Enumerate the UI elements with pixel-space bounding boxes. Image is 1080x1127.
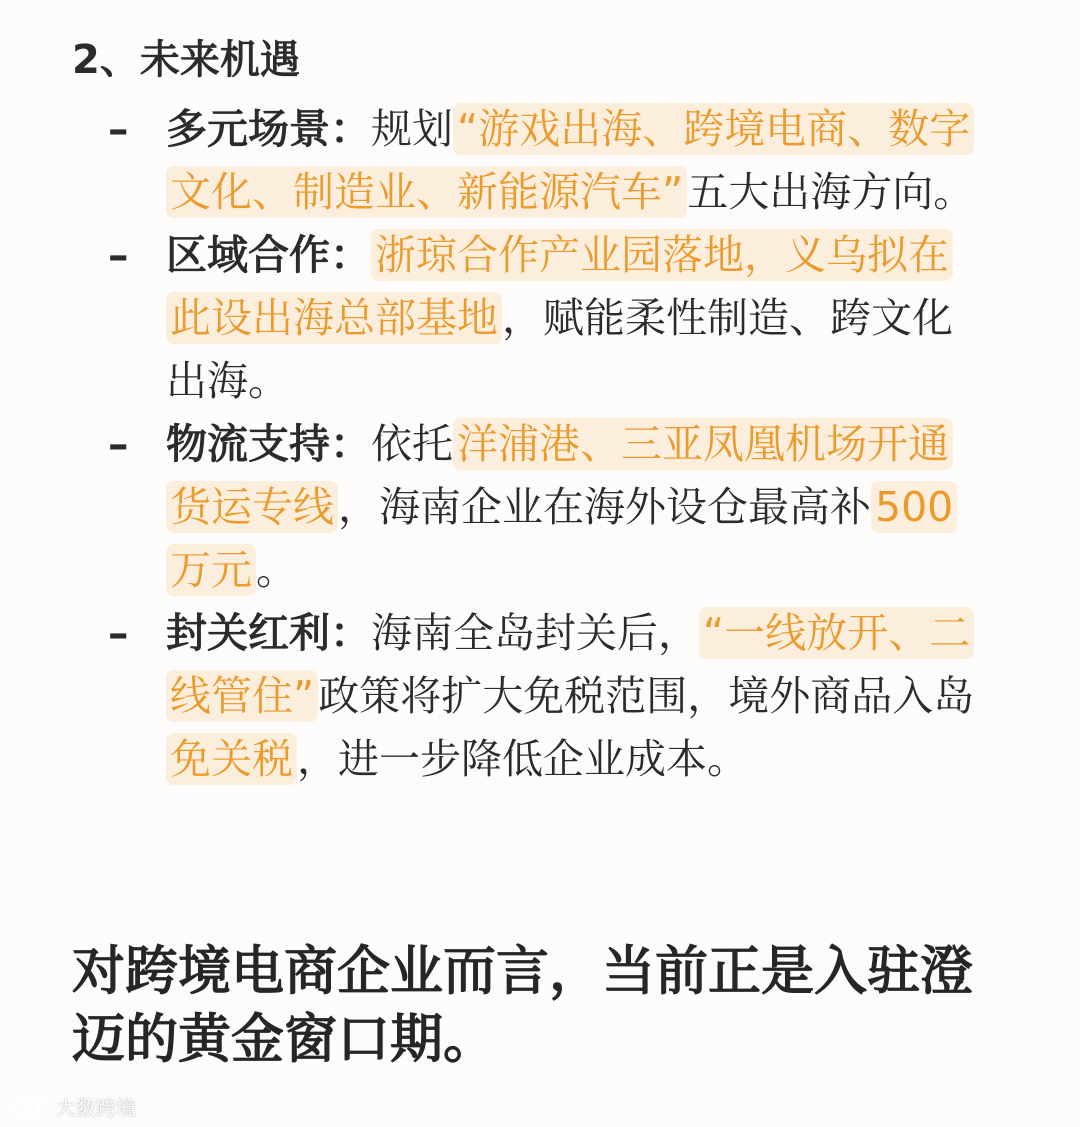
highlight-text: 免关税: [166, 733, 297, 785]
item-mid-text: ，海南企业在海外设仓最高补: [338, 483, 871, 531]
highlight-text: 洋浦港、三亚凤凰机场开通货运专线: [166, 418, 953, 533]
highlight-text: 浙琼合作产业园落地，义乌拟在此设出海总部基地: [166, 229, 953, 344]
bullet-dash: –: [108, 420, 129, 468]
highlight-text: “一线放开、二线管住”: [166, 607, 974, 722]
bullet-dash: –: [108, 105, 129, 153]
item-label: 封关红利：: [166, 609, 371, 657]
item-post-text: 。: [256, 546, 297, 594]
item-pre-text: 海南全岛封关后，: [371, 609, 699, 657]
item-text: [166, 224, 986, 413]
watermark: [10, 1088, 136, 1124]
watermark-text: 大数跨境: [56, 1095, 136, 1120]
item-post-text: ，进一步降低企业成本。: [297, 735, 748, 783]
conclusion-text: 对跨境电商企业而言，当前正是入驻澄迈的黄金窗口期。: [72, 941, 973, 1070]
item-text: [166, 602, 986, 791]
list-item-logistics-support: [100, 413, 1000, 602]
item-mid-text: 政策将扩大免税范围，境外商品入岛: [318, 672, 975, 720]
item-pre-text: 依托: [371, 420, 453, 468]
opportunity-list: [100, 98, 1000, 791]
item-text: [166, 413, 986, 602]
item-pre-text: 规划: [371, 105, 453, 153]
bullet-dash: –: [108, 231, 129, 279]
list-item-diverse-scenarios: [100, 98, 1000, 224]
list-item-regional-cooperation: [100, 224, 1000, 413]
item-label: 物流支持：: [166, 420, 371, 468]
highlight-text: 500 万元: [166, 481, 957, 596]
item-mid-text: 五大出海方向。: [687, 168, 975, 216]
highlight-text: “游戏出海、跨境电商、数字文化、制造业、新能源汽车”: [166, 103, 974, 218]
section-heading: 2、未来机遇: [72, 37, 300, 83]
item-label: 多元场景：: [166, 105, 371, 153]
item-mid-text: ，赋能柔性制造、跨文化出海。: [166, 294, 953, 405]
bullet-dash: –: [108, 609, 129, 657]
weibo-logo-icon: [10, 1091, 50, 1121]
item-label: 区域合作：: [166, 231, 371, 279]
item-text: [166, 98, 986, 224]
list-item-customs-dividend: [100, 602, 1000, 791]
